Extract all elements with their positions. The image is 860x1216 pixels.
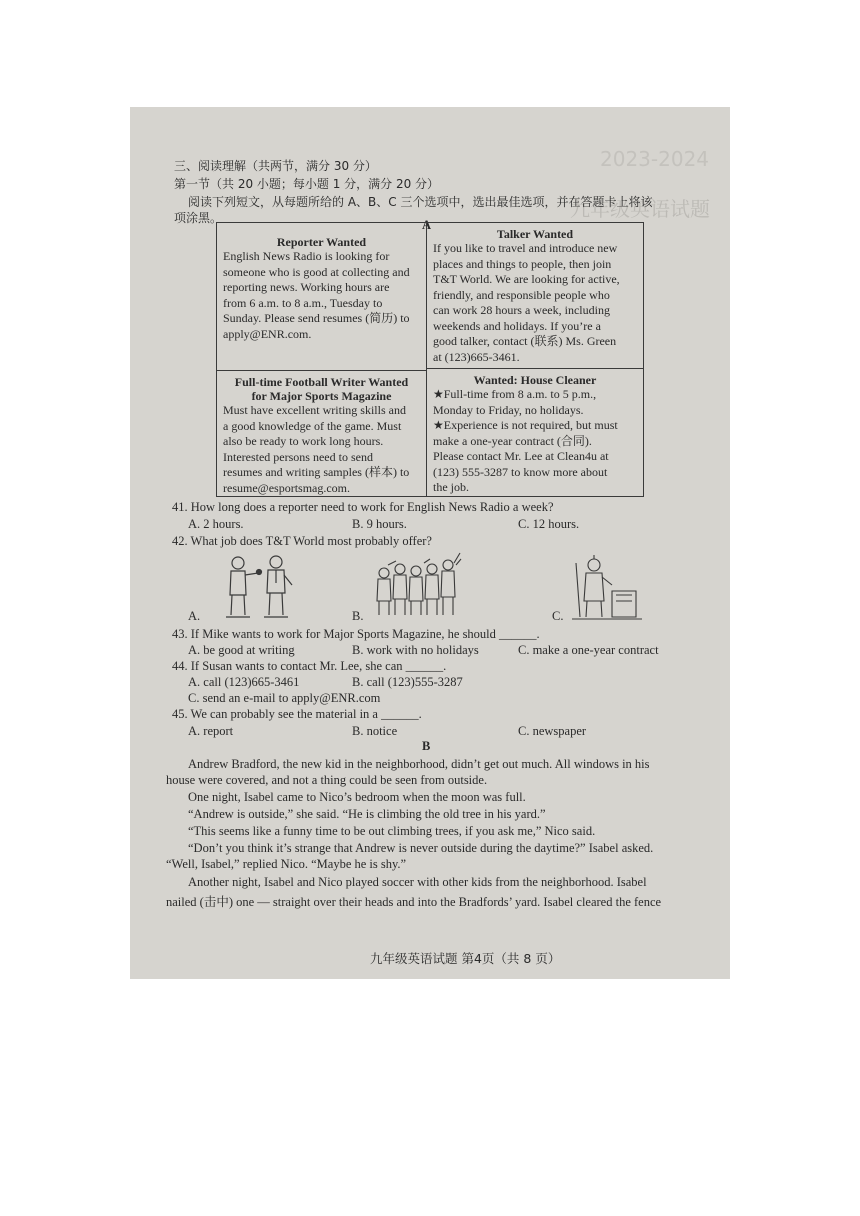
passage-b-line: nailed (击中) one — straight over their heads and into the Bradfords’ yard. Isabel cleared the fence: [166, 895, 662, 909]
ad-line: Sunday. Please send resumes (简历) to: [223, 311, 410, 325]
page-footer: 九年级英语试题 第4页（共 8 页）: [370, 951, 561, 966]
ad-title: Talker Wanted: [496, 227, 574, 241]
ad-line: apply@ENR.com.: [223, 326, 312, 341]
option-a: A. be good at writing: [188, 643, 295, 657]
ad-body: [433, 241, 637, 365]
ad-line: also be ready to work long hours.: [223, 434, 384, 448]
ad-line: resume@esportsmag.com.: [223, 480, 351, 495]
ad-line: resumes and writing samples (样本) to: [223, 465, 410, 479]
ad-body: [223, 403, 420, 496]
section-heading: 三、阅读理解（共两节，满分 30 分）: [174, 159, 377, 173]
ad-line: the job.: [433, 480, 469, 494]
ad-line: Must have excellent writing skills and: [223, 403, 406, 417]
option-b: B. work with no holidays: [352, 643, 479, 657]
ad-reporter-wanted: [217, 223, 427, 371]
passage-b-label: B: [422, 739, 431, 753]
ad-line: from 6 a.m. to 8 a.m., Tuesday to: [223, 295, 383, 310]
question-stem: 44. If Susan wants to contact Mr. Lee, she can ______.: [172, 659, 447, 673]
faint-bleed-text: 2023-2024: [600, 147, 710, 171]
house-cleaner-picture: [568, 555, 644, 621]
ad-line: a good knowledge of the game. Must: [223, 418, 402, 433]
ad-line: at (123)665-3461.: [433, 349, 520, 364]
passage-a-label: A: [422, 218, 432, 232]
ad-title: Reporter Wanted: [276, 235, 367, 249]
question-stem: 43. If Mike wants to work for Major Sports Magazine, he should ______.: [172, 627, 540, 641]
option-b: B. 9 hours.: [352, 517, 407, 531]
job-ads-table: [216, 222, 644, 497]
ad-line: Monday to Friday, no holidays.: [433, 402, 584, 417]
ad-line: Please contact Mr. Lee at Clean4u at: [433, 449, 609, 463]
tour-group-picture: [370, 551, 462, 619]
passage-b-line: One night, Isabel came to Nico’s bedroom when the moon was full.: [188, 790, 526, 804]
ad-line: ★Experience is not required, but must: [433, 418, 618, 432]
option-c: C. send an e-mail to apply@ENR.com: [188, 691, 381, 705]
option-b: B. notice: [352, 724, 398, 738]
ad-title: for Major Sports Magazine: [251, 389, 392, 403]
passage-b-line: Another night, Isabel and Nico played soccer with other kids from the neighborhood. Isabel: [188, 875, 647, 889]
ad-talker-wanted: [427, 223, 643, 369]
instruction-continued: 项涂黑。: [174, 211, 223, 225]
passage-b-line: “Andrew is outside,” she said. “He is climbing the old tree in his yard.”: [188, 807, 546, 821]
faint-bleed-text: 九年级英语试题: [570, 197, 710, 221]
ad-line: ★Full-time from 8 a.m. to 5 p.m.,: [433, 387, 597, 401]
ad-football-writer-wanted: [217, 371, 427, 496]
reporter-interview-picture: [218, 553, 298, 619]
passage-b-line: house were covered, and not a thing could be seen from outside.: [166, 773, 488, 787]
ad-house-cleaner-wanted: [427, 369, 643, 496]
ad-body: [433, 387, 637, 496]
subsection-heading: 第一节（共 20 小题；每小题 1 分，满分 20 分）: [174, 177, 440, 191]
instruction: 阅读下列短文，从每题所给的 A、B、C 三个选项中，选出最佳选项，并在答题卡上将该: [188, 195, 653, 209]
ad-line: weekends and holidays. If you’re a: [433, 318, 601, 333]
question-stem: 41. How long does a reporter need to work for English News Radio a week?: [172, 500, 554, 514]
ad-line: can work 28 hours a week, including: [433, 303, 610, 317]
exam-page-photo: [130, 107, 730, 979]
ad-line: English News Radio is looking for: [223, 249, 390, 263]
passage-b-line: “Don’t you think it’s strange that Andrew is never outside during the daytime?” Isabel asked.: [188, 841, 654, 855]
passage-b-line: “Well, Isabel,” replied Nico. “Maybe he is shy.”: [166, 857, 407, 871]
ad-line: T&T World. We are looking for active,: [433, 272, 620, 286]
ad-line: Interested persons need to send: [223, 449, 373, 464]
ad-line: make a one-year contract (合同).: [433, 433, 592, 448]
passage-b-line: “This seems like a funny time to be out climbing trees, if you ask me,” Nico said.: [188, 824, 596, 838]
ad-line: (123) 555-3287 to know more about: [433, 464, 608, 479]
option-c: C.: [552, 609, 564, 623]
passage-b-line: Andrew Bradford, the new kid in the neighborhood, didn’t get out much. All windows in his: [188, 757, 650, 771]
option-a: A. 2 hours.: [188, 517, 244, 531]
option-c: C. make a one-year contract: [518, 643, 659, 657]
ad-line: good talker, contact (联系) Ms. Green: [433, 334, 617, 348]
question-stem: 42. What job does T&T World most probably offer?: [172, 534, 432, 548]
option-a: A. call (123)665-3461: [188, 675, 300, 689]
option-c: C. 12 hours.: [518, 517, 580, 531]
ad-line: reporting news. Working hours are: [223, 280, 390, 294]
ad-line: someone who is good at collecting and: [223, 264, 410, 279]
ad-line: friendly, and responsible people who: [433, 287, 610, 302]
ad-body: [223, 249, 420, 342]
ad-line: places and things to people, then join: [433, 256, 612, 271]
option-a: A.: [188, 609, 201, 623]
option-c: C. newspaper: [518, 724, 587, 738]
question-stem: 45. We can probably see the material in a ______.: [172, 707, 422, 721]
ad-title: Full-time Football Writer Wanted: [234, 375, 409, 389]
option-b: B. call (123)555-3287: [352, 675, 463, 689]
option-a: A. report: [188, 724, 234, 738]
ad-title: Wanted: House Cleaner: [473, 373, 597, 387]
ad-line: If you like to travel and introduce new: [433, 241, 618, 255]
option-b: B.: [352, 609, 364, 623]
